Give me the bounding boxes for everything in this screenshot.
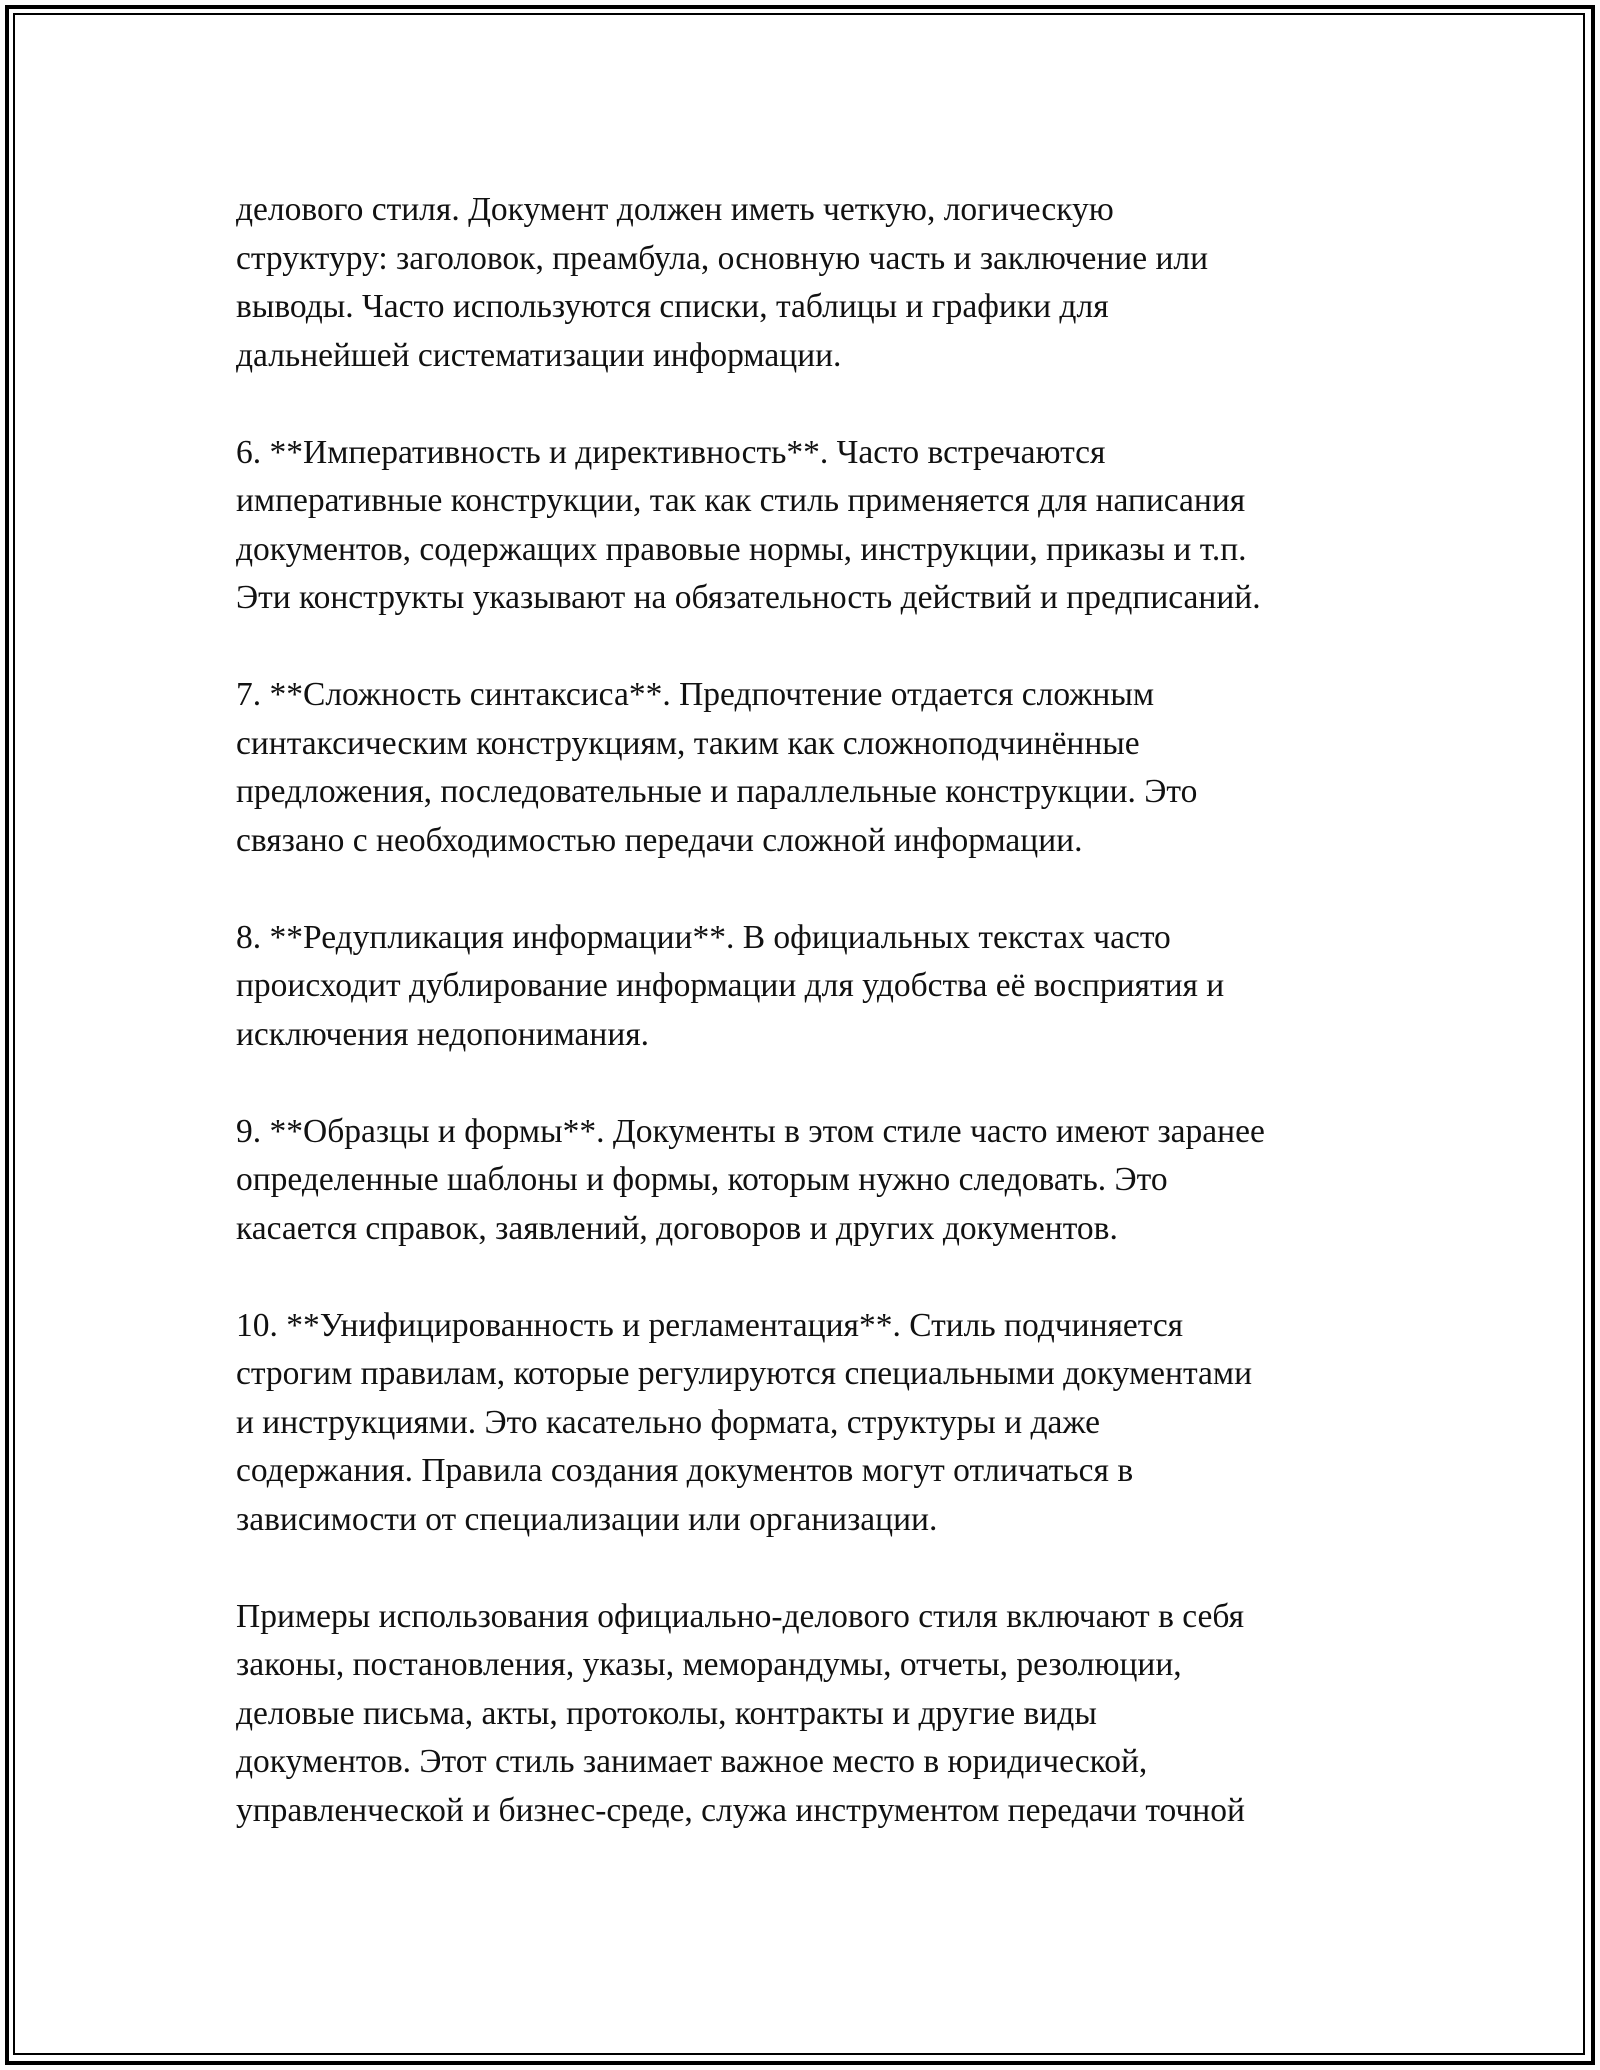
text-line: законы, постановления, указы, меморандумы, отчеты, резолюции, xyxy=(236,1646,1182,1683)
text-line: 8. **Редупликация информации**. В официальных текстах часто xyxy=(236,918,1171,956)
text-line: документов, содержащих правовые нормы, инструкции, приказы и т.п. xyxy=(236,530,1247,568)
text-line: императивные конструкции, так как стиль применяется для написания xyxy=(236,482,1246,519)
text-line: 6. **Императивность и директивность**. Часто встречаются xyxy=(236,433,1106,471)
text-line: связано с необходимостью передачи сложной информации. xyxy=(236,821,1083,859)
paragraph-item-9 xyxy=(236,1108,1376,1254)
text-line: зависимости от специализации или организации. xyxy=(236,1500,938,1538)
text-line: структуру: заголовок, преамбула, основную часть и заключение или xyxy=(236,239,1209,277)
text-line: и инструкциями. Это касательно формата, структуры и даже xyxy=(236,1403,1100,1441)
text-line: управленческой и бизнес-среде, служа инструментом передачи точной xyxy=(236,1791,1245,1829)
paragraph-item-7 xyxy=(236,671,1376,865)
text-line: происходит дублирование информации для удобства её восприятия и xyxy=(236,967,1225,1004)
paragraph-item-10 xyxy=(236,1302,1376,1545)
text-line: содержания. Правила создания документов могут отличаться в xyxy=(236,1452,1134,1489)
paragraph-item-8 xyxy=(236,914,1376,1060)
text-line: касается справок, заявлений, договоров и других документов. xyxy=(236,1209,1118,1247)
text-line: синтаксическим конструкциям, таким как сложноподчинённые xyxy=(236,724,1140,762)
text-line: дальнейшей систематизации информации. xyxy=(236,336,842,374)
paragraph-examples xyxy=(236,1593,1376,1836)
text-line: делового стиля. Документ должен иметь четкую, логическую xyxy=(236,191,1114,228)
text-line: строгим правилам, которые регулируются специальными документами xyxy=(236,1355,1253,1392)
text-line: 10. **Унифицированность и регламентация**. Стиль подчиняется xyxy=(236,1306,1184,1344)
paragraph-intro-continuation xyxy=(236,186,1376,380)
paragraph-item-6 xyxy=(236,429,1376,623)
text-line: деловые письма, акты, протоколы, контракты и другие виды xyxy=(236,1694,1097,1732)
text-line: 9. **Образцы и формы**. Документы в этом стиле часто имеют заранее xyxy=(236,1112,1265,1150)
text-line: 7. **Сложность синтаксиса**. Предпочтение отдается сложным xyxy=(236,676,1155,713)
text-line: предложения, последовательные и параллельные конструкции. Это xyxy=(236,773,1198,810)
text-line: Примеры использования официально-делового стиля включают в себя xyxy=(236,1597,1245,1635)
document-body xyxy=(236,186,1376,1884)
text-line: определенные шаблоны и формы, которым нужно следовать. Это xyxy=(236,1161,1168,1198)
text-line: выводы. Часто используются списки, таблицы и графики для xyxy=(236,288,1109,325)
text-line: Эти конструкты указывают на обязательность действий и предписаний. xyxy=(236,579,1261,616)
text-line: документов. Этот стиль занимает важное место в юридической, xyxy=(236,1743,1148,1780)
text-line: исключения недопонимания. xyxy=(236,1015,650,1053)
